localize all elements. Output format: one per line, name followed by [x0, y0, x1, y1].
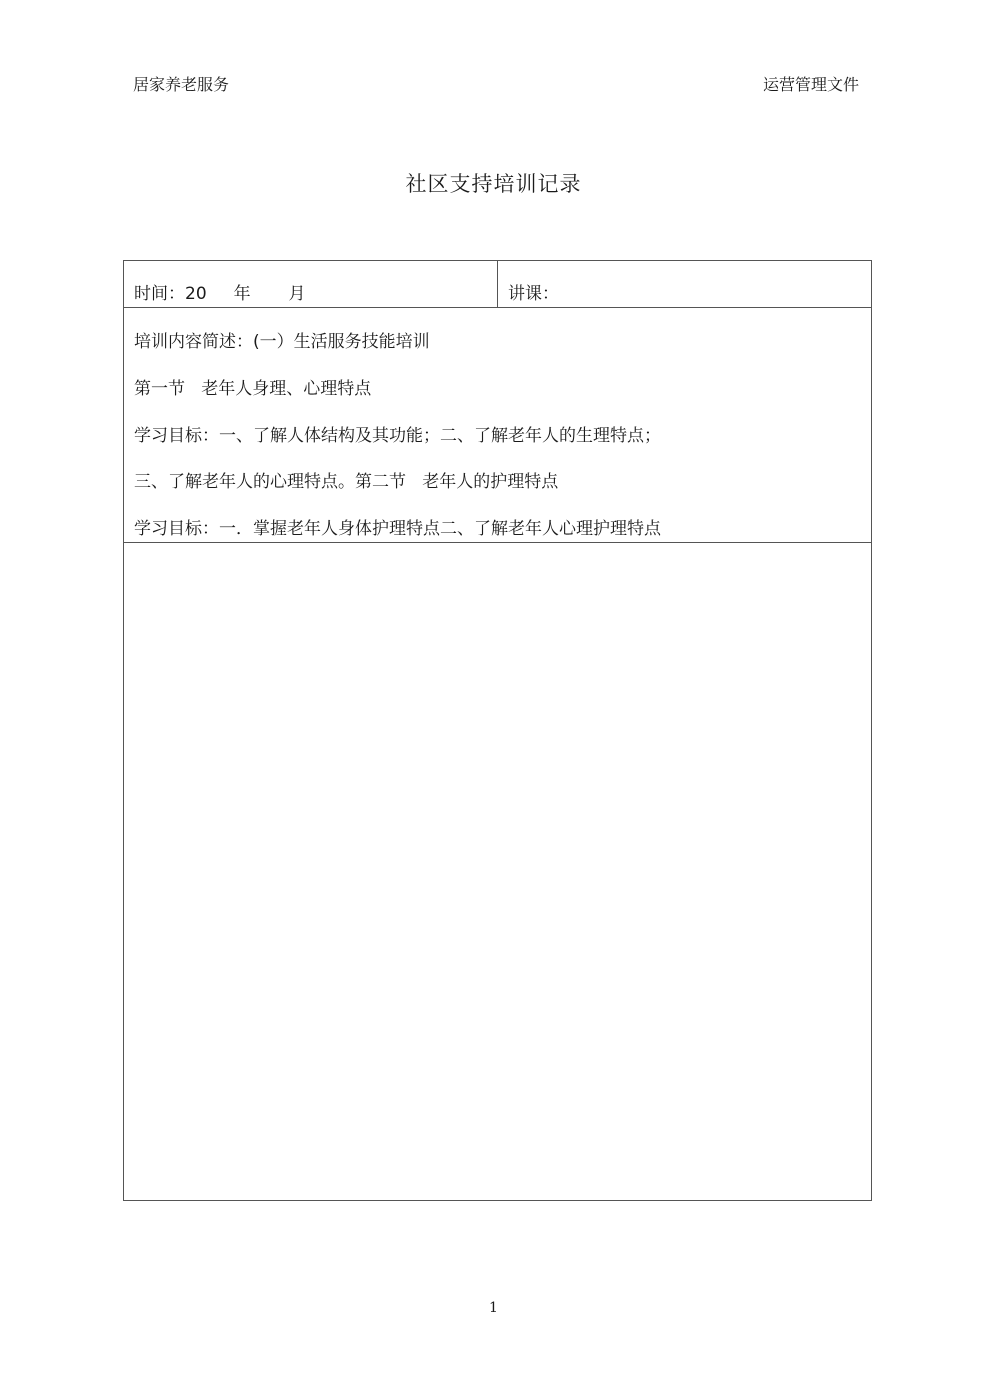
time-label: 时间：20 年 月 [134, 284, 306, 304]
time-cell[interactable] [124, 261, 498, 307]
document-title: 社区支持培训记录 [405, 172, 582, 196]
content-line: 学习目标：一．掌握老年人身体护理特点二、了解老年人心理护理特点 [134, 519, 661, 539]
header-doc-category: 运营管理文件 [762, 75, 859, 94]
lecturer-cell[interactable] [498, 261, 871, 307]
content-line: 学习目标：一、了解人体结构及其功能；二、了解老年人的生理特点； [134, 426, 661, 446]
table-row-notes-area[interactable] [124, 543, 871, 1200]
content-line: 三、了解老年人的心理特点。第二节 老年人的护理特点 [134, 472, 559, 492]
header-org-name: 居家养老服务 [133, 75, 230, 94]
page-number: 1 [489, 1300, 498, 1316]
page-header [133, 74, 859, 98]
training-record-table [123, 260, 872, 1201]
lecturer-label: 讲课： [508, 284, 559, 304]
content-line: 第一节 老年人身理、心理特点 [134, 379, 372, 399]
table-row-content-summary[interactable] [124, 308, 871, 543]
content-line: 培训内容简述：(一）生活服务技能培训 [134, 332, 430, 352]
table-row-time-lecturer [124, 261, 871, 308]
